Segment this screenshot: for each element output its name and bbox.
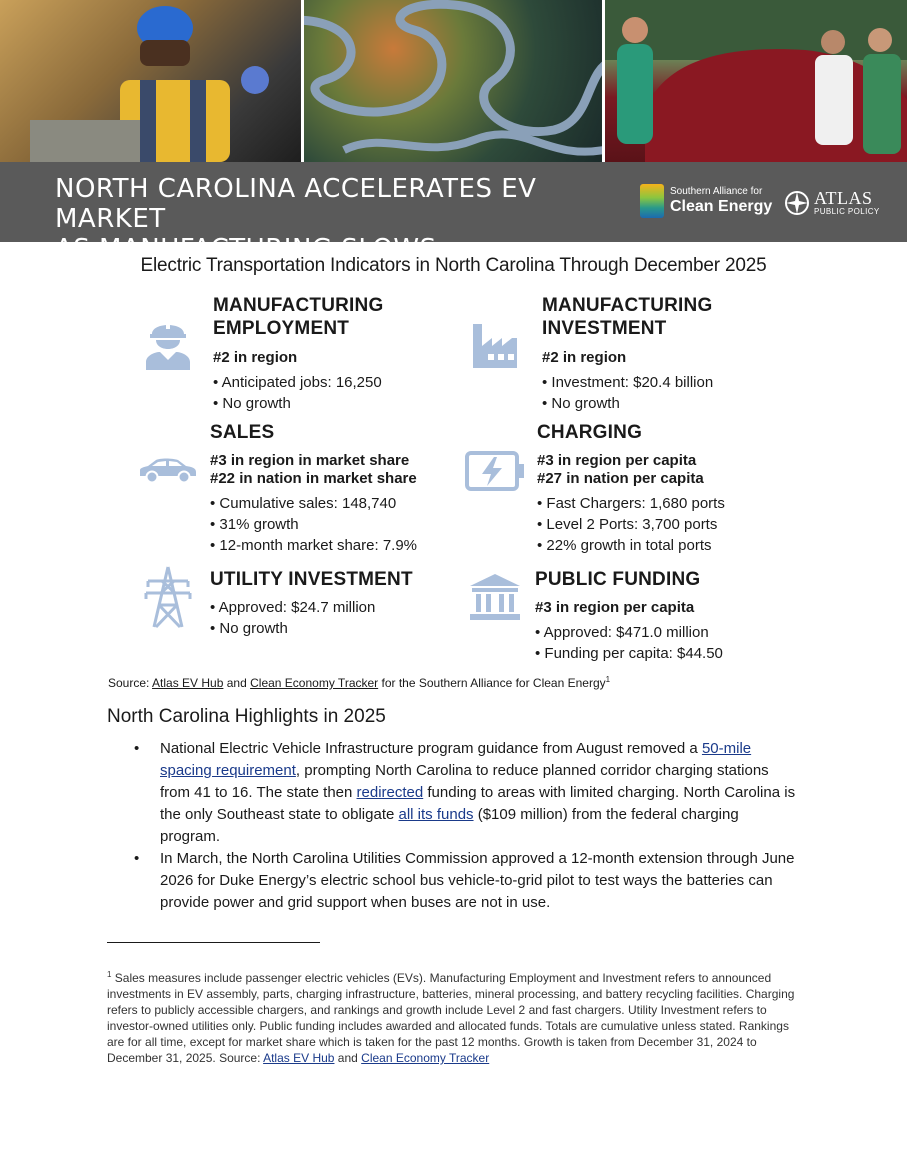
- photo-people-with-ev: [605, 0, 907, 162]
- source-prefix: Source:: [108, 676, 153, 690]
- mfg-investment-heading-line-1: MANUFACTURING: [542, 295, 713, 316]
- road-illustration: [304, 0, 602, 162]
- mfg-employment-heading-line-1: MANUFACTURING: [213, 295, 384, 316]
- highlights-heading: North Carolina Highlights in 2025: [107, 706, 386, 727]
- list-item: • No growth: [213, 393, 382, 414]
- list-item: • Approved: $471.0 million: [535, 622, 723, 643]
- sales-rank-region: #3 in region in market share: [210, 452, 410, 469]
- list-item: • 31% growth: [210, 514, 417, 535]
- public-funding-list: [535, 622, 723, 664]
- list-item: • Funding per capita: $44.50: [535, 643, 723, 664]
- charging-rank-region: #3 in region per capita: [537, 452, 697, 469]
- source-suffix: for the Southern Alliance for Clean Energy: [378, 676, 606, 690]
- mfg-investment-list: [542, 372, 713, 414]
- atlas-logo: [784, 189, 880, 217]
- page-title: [55, 174, 625, 264]
- footnote-clean-economy-tracker-link[interactable]: Clean Economy Tracker: [361, 1051, 490, 1065]
- mfg-investment-heading-line-2: INVESTMENT: [542, 318, 667, 339]
- all-its-funds-link[interactable]: all its funds: [398, 806, 474, 823]
- list-item: • Cumulative sales: 148,740: [210, 493, 417, 514]
- clean-economy-tracker-link[interactable]: Clean Economy Tracker: [250, 676, 379, 690]
- sales-rank: [210, 452, 417, 488]
- mfg-investment-heading: [542, 294, 712, 340]
- public-funding-rank: #3 in region per capita: [535, 599, 695, 616]
- list-item: • Investment: $20.4 billion: [542, 372, 713, 393]
- atlas-ev-hub-link[interactable]: Atlas EV Hub: [152, 676, 224, 690]
- list-item: • Fast Chargers: 1,680 ports: [537, 493, 725, 514]
- ev-group-illustration: [605, 0, 907, 162]
- list-item: • Approved: $24.7 million: [210, 597, 375, 618]
- spacing-requirement-link[interactable]: 50-mile spacing requirement: [160, 740, 752, 779]
- battery-charging-icon: [464, 450, 526, 492]
- list-item: • 22% growth in total ports: [537, 535, 725, 556]
- charging-rank: [537, 452, 704, 488]
- list-item: • No growth: [542, 393, 713, 414]
- list-item: • Level 2 Ports: 3,700 ports: [537, 514, 725, 535]
- charging-list: [537, 493, 725, 556]
- highlight-item: [160, 738, 800, 848]
- sales-list: [210, 493, 417, 556]
- footnote: [107, 967, 802, 1066]
- car-icon: [136, 456, 200, 484]
- sace-logo-icon: [640, 184, 664, 218]
- mfg-employment-heading: [213, 294, 383, 340]
- footnote-divider: [107, 942, 320, 943]
- atlas-logo-subtext: PUBLIC POLICY: [814, 207, 880, 216]
- redirected-link[interactable]: redirected: [356, 784, 424, 801]
- utility-heading: UTILITY INVESTMENT: [210, 569, 413, 590]
- highlight-text: , prompting North Carolina to reduce planned corridor charging stations from 41 to 16. The state then: [160, 762, 769, 801]
- atlas-logo-text: ATLAS: [814, 188, 873, 208]
- sales-heading: SALES: [210, 422, 275, 443]
- source-and: and: [223, 676, 251, 690]
- sace-logo-text-small: Southern Alliance for: [670, 186, 763, 197]
- header-photo-strip: [0, 0, 907, 162]
- page-title-line-2: AS MANUFACTURING SLOWS: [55, 234, 437, 264]
- transmission-tower-icon: [142, 565, 194, 629]
- highlight-text: funding to areas with limited charging. North Carolina is the only Southeast state to obligate: [160, 784, 796, 823]
- list-item: • No growth: [210, 618, 375, 639]
- worker-illustration: [0, 0, 301, 162]
- list-item: • 12-month market share: 7.9%: [210, 535, 417, 556]
- sace-logo-text-big: Clean Energy: [670, 198, 773, 215]
- footnote-atlas-ev-hub-link[interactable]: Atlas EV Hub: [263, 1051, 335, 1065]
- footnote-number: 1: [107, 970, 112, 979]
- worker-hardhat-icon: [142, 316, 194, 370]
- mfg-employment-heading-line-2: EMPLOYMENT: [213, 318, 350, 339]
- source-note: [108, 675, 610, 690]
- mfg-employment-list: [213, 372, 382, 414]
- public-funding-heading: PUBLIC FUNDING: [535, 569, 701, 590]
- page-title-line-1: NORTH CAROLINA ACCELERATES EV MARKET: [55, 174, 537, 234]
- government-building-icon: [468, 572, 522, 622]
- footnote-and: and: [334, 1051, 362, 1065]
- footnote-ref: 1: [605, 675, 611, 684]
- highlights-list: [160, 738, 800, 914]
- highlight-item: [160, 848, 800, 914]
- atlas-compass-icon: [784, 190, 810, 216]
- highlight-text: ($109 million) from the federal charging program.: [160, 806, 739, 845]
- charging-rank-nation: #27 in nation per capita: [537, 470, 704, 487]
- sales-rank-nation: #22 in nation in market share: [210, 470, 417, 487]
- highlight-text: National Electric Vehicle Infrastructure program guidance from August removed a: [160, 740, 702, 757]
- mfg-investment-rank: #2 in region: [542, 349, 627, 366]
- list-item: • Anticipated jobs: 16,250: [213, 372, 382, 393]
- sace-logo: [640, 184, 772, 218]
- charging-heading: CHARGING: [537, 422, 643, 443]
- factory-icon: [471, 320, 519, 368]
- mfg-employment-rank: #2 in region: [213, 349, 298, 366]
- footnote-text: Sales measures include passenger electric vehicles (EVs). Manufacturing Employment and Investment refers to announced investments in EV assembly, parts, charging infrastructure, batteries, mineral processing, and battery recycling facilities. Charging refers to publicly accessible chargers, and rankings and growth include Level 2 and fast chargers. Utility Investment refers to investor-owned utilities only. Public funding includes awarded and allocated funds. Totals are cumulative unless stated. Rankings are for all time, except for market share which is taken for the past 12 months. Growth is taken from December 31, 2024 to December 31, 2025. Source:: [107, 971, 795, 1065]
- highlight-text: In March, the North Carolina Utilities Commission approved a 12-month extension through June 2026 for Duke Energy’s electric school bus vehicle-to-grid pilot to test ways the batteries can provide power and grid support when buses are not in use.: [160, 850, 795, 911]
- utility-list: [210, 597, 375, 639]
- photo-winding-road: [304, 0, 602, 162]
- indicators-subtitle: Electric Transportation Indicators in North Carolina Through December 2025: [140, 255, 767, 276]
- photo-manufacturing-worker: [0, 0, 301, 162]
